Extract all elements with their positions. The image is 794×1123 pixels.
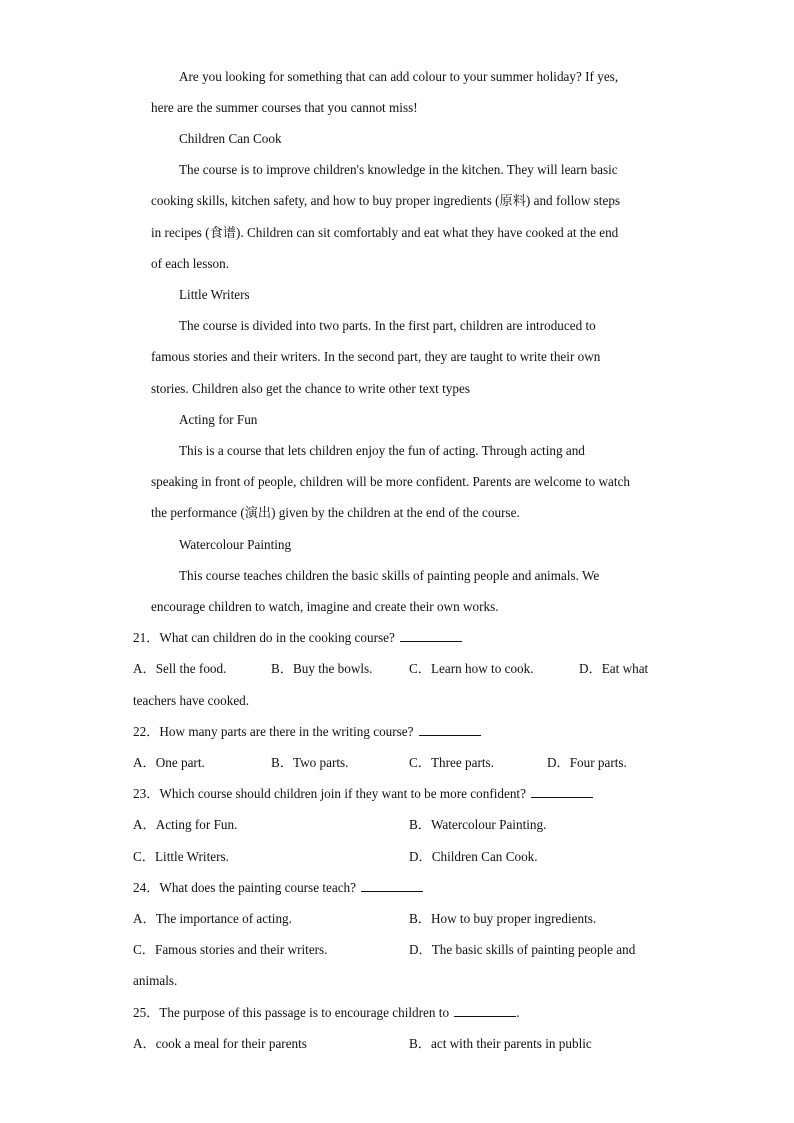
course-title-writers: Little Writers — [179, 287, 250, 302]
question-24-stem: 24．What does the painting course teach? — [133, 880, 357, 895]
option-23-c[interactable]: C．Little Writers. — [133, 849, 229, 864]
option-24-b[interactable]: B．How to buy proper ingredients. — [409, 911, 597, 926]
option-22-c[interactable]: C．Three parts. — [409, 755, 494, 770]
answer-blank-24[interactable] — [361, 879, 423, 892]
option-21-b[interactable]: B．Buy the bowls. — [271, 661, 373, 676]
option-24-c[interactable]: C．Famous stories and their writers. — [133, 942, 328, 957]
question-25-stem-end: . — [516, 1005, 520, 1020]
option-23-a[interactable]: A．Acting for Fun. — [133, 817, 238, 832]
answer-blank-22[interactable] — [419, 723, 481, 736]
option-21-c[interactable]: C．Learn how to cook. — [409, 661, 534, 676]
course-acting-line-1: This is a course that lets children enjoy the fun of acting. Through acting and — [179, 443, 585, 458]
course-cook-line-2: cooking skills, kitchen safety, and how to buy proper ingredients (原料) and follow steps — [151, 193, 621, 208]
course-cook-line-3: in recipes (食谱). Children can sit comfortably and eat what they have cooked at the end — [151, 225, 619, 240]
course-title-cook: Children Can Cook — [179, 131, 282, 146]
question-24 — [133, 879, 423, 897]
answer-blank-25[interactable] — [454, 1004, 516, 1017]
option-23-b[interactable]: B．Watercolour Painting. — [409, 817, 547, 832]
option-23-d[interactable]: D．Children Can Cook. — [409, 849, 538, 864]
course-title-acting: Acting for Fun — [179, 412, 258, 427]
course-cook-line-4: of each lesson. — [151, 256, 229, 271]
answer-blank-21[interactable] — [400, 629, 462, 642]
intro-line-2: here are the summer courses that you cannot miss! — [151, 100, 418, 115]
option-25-a[interactable]: A．cook a meal for their parents — [133, 1036, 307, 1051]
question-22 — [133, 723, 481, 741]
course-title-painting: Watercolour Painting — [179, 537, 292, 552]
option-22-a[interactable]: A．One part. — [133, 755, 205, 770]
option-22-b[interactable]: B．Two parts. — [271, 755, 349, 770]
option-22-d[interactable]: D．Four parts. — [547, 755, 627, 770]
question-22-stem: 22．How many parts are there in the writing course? — [133, 724, 414, 739]
option-24-d-continuation: animals. — [133, 973, 178, 988]
question-23 — [133, 785, 593, 803]
answer-blank-23[interactable] — [531, 785, 593, 798]
option-24-a[interactable]: A．The importance of acting. — [133, 911, 292, 926]
intro-line-1: Are you looking for something that can add colour to your summer holiday? If yes, — [179, 69, 619, 84]
question-21 — [133, 629, 462, 647]
option-21-d-continuation: teachers have cooked. — [133, 693, 250, 708]
question-25-stem: 25．The purpose of this passage is to encourage children to — [133, 1005, 450, 1020]
course-writers-line-1: The course is divided into two parts. In the first part, children are introduced to — [179, 318, 596, 333]
option-24-d[interactable]: D．The basic skills of painting people and — [409, 942, 636, 957]
course-writers-line-2: famous stories and their writers. In the second part, they are taught to write their own — [151, 349, 601, 364]
course-acting-line-2: speaking in front of people, children will be more confident. Parents are welcome to watch — [151, 474, 630, 489]
option-25-b[interactable]: B．act with their parents in public — [409, 1036, 592, 1051]
course-cook-line-1: The course is to improve children's knowledge in the kitchen. They will learn basic — [179, 162, 618, 177]
question-21-stem: 21．What can children do in the cooking course? — [133, 630, 395, 645]
course-writers-line-3: stories. Children also get the chance to write other text types — [151, 381, 470, 396]
option-21-a[interactable]: A．Sell the food. — [133, 661, 227, 676]
course-painting-line-1: This course teaches children the basic skills of painting people and animals. We — [179, 568, 600, 583]
course-painting-line-2: encourage children to watch, imagine and create their own works. — [151, 599, 499, 614]
course-acting-line-3: the performance (演出) given by the children at the end of the course. — [151, 505, 520, 520]
question-23-stem: 23．Which course should children join if they want to be more confident? — [133, 786, 526, 801]
option-21-d[interactable]: D．Eat what — [579, 661, 649, 676]
question-25 — [133, 1004, 520, 1022]
